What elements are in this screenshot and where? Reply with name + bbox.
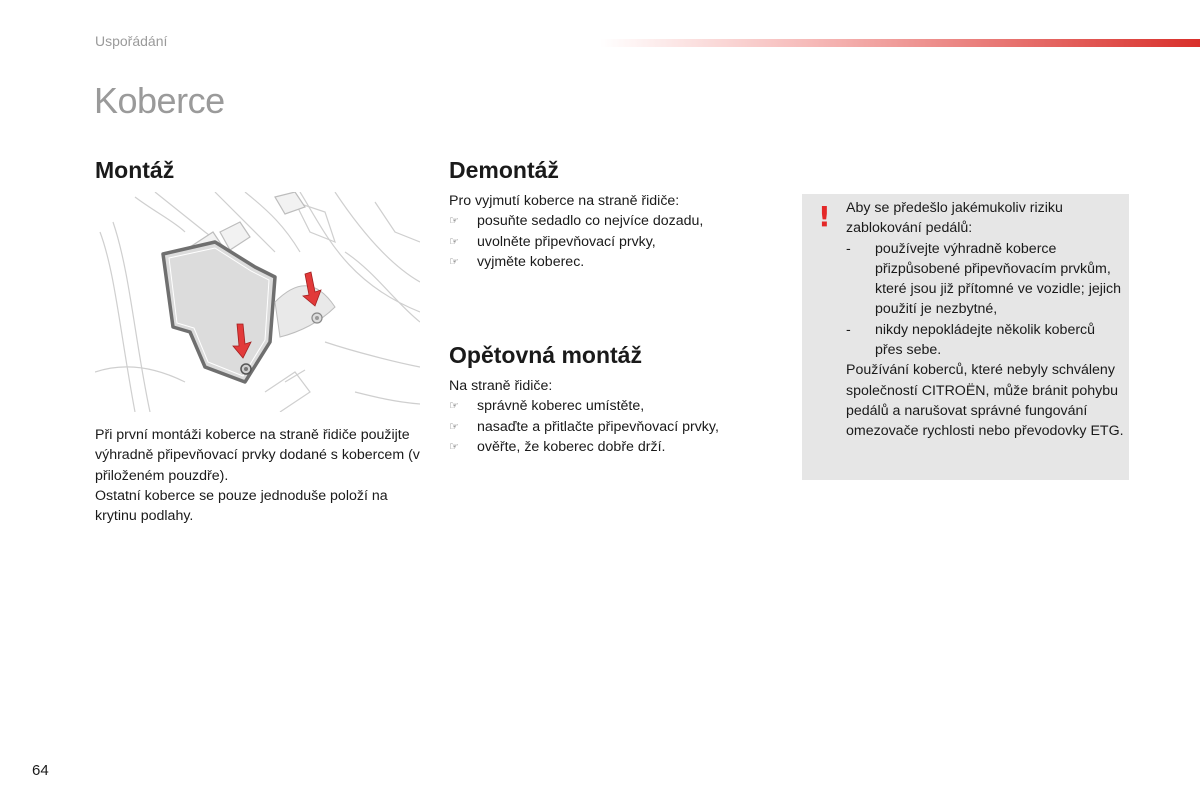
pointing-hand-icon: ☞ (449, 420, 459, 433)
list-item (449, 252, 769, 272)
pointing-hand-icon: ☞ (449, 400, 459, 413)
page-title: Koberce (94, 80, 225, 121)
warning-intro: Aby se předešlo jakémukoliv riziku zablokování pedálů: (846, 200, 1063, 237)
opetovna-intro: Na straně řidiče: (449, 378, 553, 394)
demontaz-text (449, 191, 769, 272)
step-text: správně koberec umístěte, (477, 398, 645, 415)
montaz-text (95, 425, 425, 526)
list-item (449, 396, 769, 416)
demontaz-steps (449, 211, 769, 272)
step-text: uvolněte připevňovací prvky, (477, 233, 656, 250)
list-item (846, 239, 1126, 320)
heading-montaz: Montáž (95, 157, 175, 183)
warning-item-text: nikdy nepokládejte několik koberců přes sebe. (875, 321, 1096, 359)
heading-opetovna-montaz: Opětovná montáž (449, 342, 642, 368)
warning-outro: Používání koberců, které nebyly schváleny společností CITROËN, může bránit pohybu pedálů a narušovat správné fungování omezovače rychlosti nebo převodovky ETG. (846, 362, 1124, 440)
warning-list (846, 239, 1126, 361)
montaz-paragraph: Ostatní koberce se pouze jednoduše položí na krytinu podlahy. (95, 487, 388, 525)
step-text: posuňte sedadlo co nejvíce dozadu, (477, 213, 704, 230)
floor-mat-illustration (95, 192, 420, 412)
warning-item-text: používejte výhradně koberce přizpůsobené připevňovacím prvkům, které jsou již přítomné ve vozidle; jejich použití je nezbytné, (875, 240, 1122, 318)
warning-box (802, 194, 1129, 480)
page-number: 64 (32, 762, 49, 779)
list-item (449, 437, 769, 457)
dash-mark: - (846, 240, 851, 257)
pointing-hand-icon: ☞ (449, 235, 459, 248)
section-label: Uspořádání (95, 33, 168, 49)
montaz-paragraph: Při první montáži koberce na straně řidiče použijte výhradně připevňovací prvky dodané s kobercem (v přiloženém pouzdře). (95, 427, 420, 484)
pointing-hand-icon: ☞ (449, 440, 459, 453)
demontaz-intro: Pro vyjmutí koberce na straně řidiče: (449, 193, 680, 209)
warning-text (846, 198, 1126, 442)
opetovna-text (449, 376, 769, 457)
pointing-hand-icon: ☞ (449, 215, 459, 228)
list-item (449, 417, 769, 437)
step-text: ověřte, že koberec dobře drží. (477, 438, 666, 455)
step-text: vyjměte koberec. (477, 253, 585, 270)
step-text: nasaďte a přitlačte připevňovací prvky, (477, 418, 719, 435)
opetovna-steps (449, 396, 769, 457)
exclamation-icon: ! (818, 200, 831, 233)
list-item (846, 320, 1126, 361)
dash-mark: - (846, 321, 851, 338)
list-item (449, 232, 769, 252)
header-accent-bar (600, 39, 1200, 47)
list-item (449, 211, 769, 231)
pointing-hand-icon: ☞ (449, 255, 459, 268)
heading-demontaz: Demontáž (449, 157, 559, 183)
